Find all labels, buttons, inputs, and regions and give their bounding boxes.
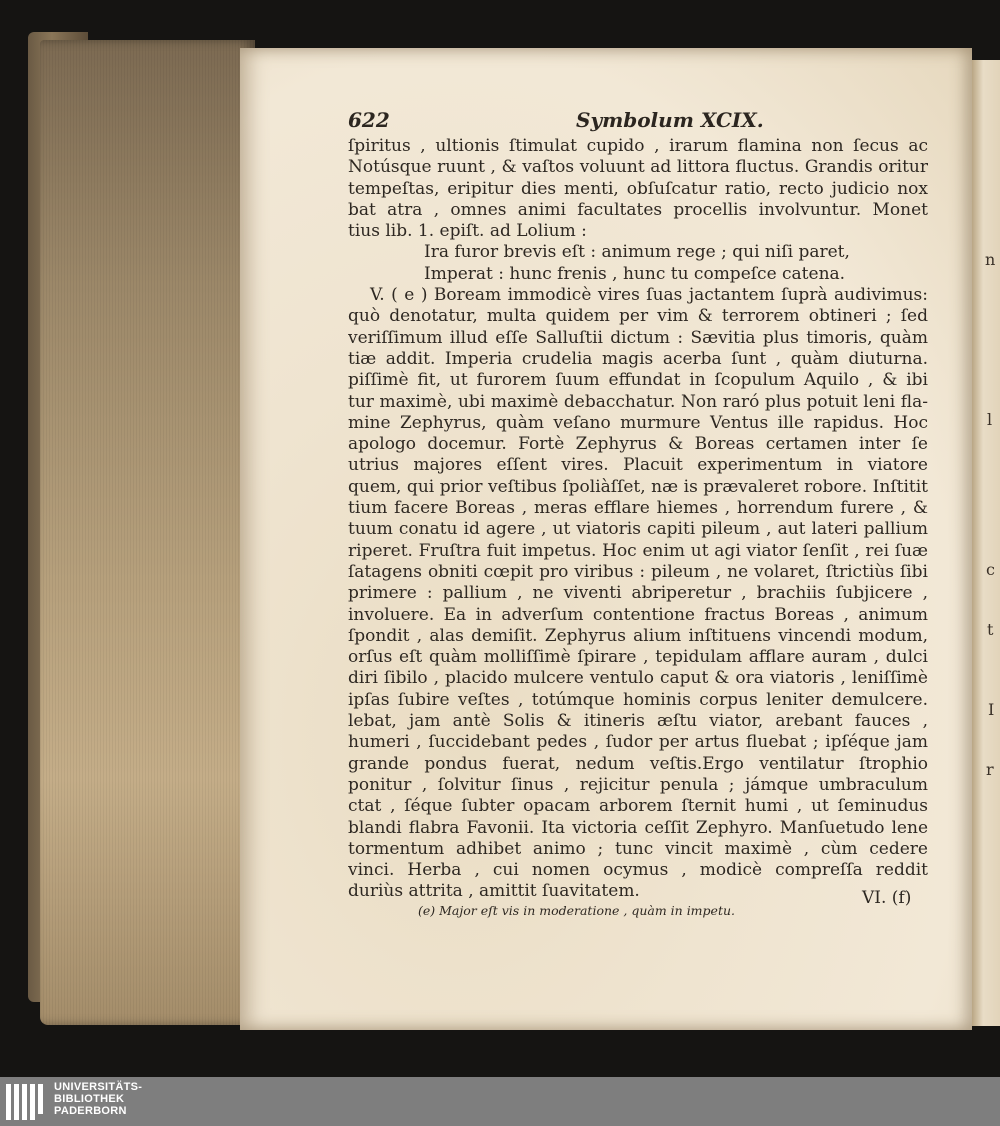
facing-page-glyph: c <box>986 560 995 579</box>
text-line: diri ſibilo , placido mulcere ventulo caput & ora viatoris , leniſſimè <box>348 668 928 689</box>
text-line: tormentum adhibet animo ; tunc vincit maximè , cùm cedere <box>348 838 928 859</box>
text-line: primere : pallium , ne viventi abriperetur , brachiis ſubjicere , <box>348 583 928 604</box>
text-line: mine Zephyrus, quàm veſano murmure Ventus ille rapidus. Hoc <box>348 412 928 433</box>
text-line: ſpondit , alas demiſit. Zephyrus alium inſtituens vincendi modum, <box>348 625 928 646</box>
library-footer-bar <box>0 1077 1000 1126</box>
text-line: tium facere Boreas , meras efflare hiemes , horrendum furere , & <box>348 498 928 519</box>
text-line: utrius majores eſſent vires. Placuit experimentum in viatore <box>348 455 928 476</box>
text-line: quem, qui prior veſtibus ſpoliàſſet, næ is prævaleret robore. Inſtitit <box>348 476 928 497</box>
verse-line: Imperat : hunc frenis , hunc tu compeſce catena. <box>424 263 846 284</box>
body-text <box>348 136 928 903</box>
verse-line: Ira furor brevis eſt : animum rege ; qui niſi paret, <box>424 242 850 263</box>
library-name-line: PADERBORN <box>54 1105 127 1117</box>
text-line: grande pondus fuerat, nedum veſtis.Ergo ventilatur ſtrophio <box>348 753 928 774</box>
text-line: tempeſtas, eripitur dies menti, obſuſcatur ratio, recto judicio nox <box>348 178 928 199</box>
text-line: apologo docemur. Fortè Zephyrus & Boreas certamen inter ſe <box>348 434 928 455</box>
text-line: involuere. Ea in adverſum contentione fractus Boreas , animum <box>348 604 928 625</box>
text-line: ſpiritus , ultionis ſtimulat cupido , irarum flamina non ſecus ac <box>348 136 928 156</box>
text-line: orſus eſt quàm molliſſimè ſpirare , tepidulam afflare auram , dulci <box>348 647 928 668</box>
facing-page-glyph: n <box>985 250 996 269</box>
text-line: quò denotatur, multa quidem per vim & terrorem obtineri ; ſed <box>348 306 928 327</box>
text-line: humeri , ſuccidebant pedes , ſudor per artus fluebat ; ipſéque jam <box>348 732 928 753</box>
text-line: riperet. Fruſtra fuit impetus. Hoc enim ut agi viator ſenſit , rei ſuæ <box>348 540 928 561</box>
text-line: piſſimè fit, ut furorem ſuum effundat in ſcopulum Aquilo , & ibi <box>348 370 928 391</box>
paragraph-start-line: V. ( e ) Boream immodicè vires ſuas jactantem ſuprà audivimus: <box>370 285 928 306</box>
text-line: veriſſimum illud eſſe Salluſtii dictum : Sævitia plus timoris, quàm <box>348 327 928 348</box>
text-line: tuum conatu id agere , ut viatoris capiti pileum , aut lateri pallium <box>348 519 928 540</box>
text-line: duriùs attrita , amittit ſuavitatem. <box>348 881 640 902</box>
text-line: ſatagens obniti cœpit pro viribus : pileum , ne volaret, ſtrictiùs ſibi <box>348 561 928 582</box>
catchword: VI. (f) <box>862 888 912 908</box>
running-title: Symbolum XCIX. <box>576 108 764 132</box>
text-line: ponitur , ſolvitur ſinus , rejicitur penula ; jámque umbraculum <box>348 774 928 795</box>
footnote: (e) Major eſt vis in moderatione , quàm in impetu. <box>418 903 735 918</box>
text-line: tiæ addit. Imperia crudelia magis acerba ſunt , quàm diuturna. <box>348 348 928 369</box>
text-line: tur maximè, ubi maximè debacchatur. Non raró plus potuit leni fla- <box>348 391 928 412</box>
library-name-line: UNIVERSITÄTS- <box>54 1081 143 1093</box>
book-fore-edge <box>40 40 255 1025</box>
facing-page-edge <box>972 60 1000 1026</box>
text-line: ipſas ſubire veſtes , totúmque hominis corpus leniter demulcere. <box>348 689 928 710</box>
text-line: bat atra , omnes animi facultates procellis involvuntur. Monet <box>348 199 928 220</box>
text-line: ctat , ſéque ſubter opacam arborem ſternit humi , ut ſeminudus <box>348 796 928 817</box>
facing-page-glyph: t <box>987 620 994 639</box>
text-line: lebat, jam antè Solis & itineris æſtu viator, arebant fauces , <box>348 711 928 732</box>
text-line: Notúsque ruunt , & vaſtos voluunt ad littora fluctus. Grandis oritur <box>348 157 928 178</box>
page-number: 622 <box>348 108 390 132</box>
facing-page-glyph: I <box>988 700 995 719</box>
text-line: blandi flabra Favonii. Ita victoria ceſſit Zephyro. Manſuetudo lene <box>348 817 928 838</box>
facing-page-glyph: r <box>986 760 994 779</box>
library-name-line: BIBLIOTHEK <box>54 1093 125 1105</box>
facing-page-glyph: l <box>987 410 993 429</box>
text-line: vinci. Herba , cui nomen ocymus , modicè compreſſa reddit <box>348 860 928 881</box>
library-logo-icon <box>6 1084 48 1120</box>
library-name <box>54 1081 142 1117</box>
text-line: tius lib. 1. epiſt. ad Lolium : <box>348 221 587 242</box>
